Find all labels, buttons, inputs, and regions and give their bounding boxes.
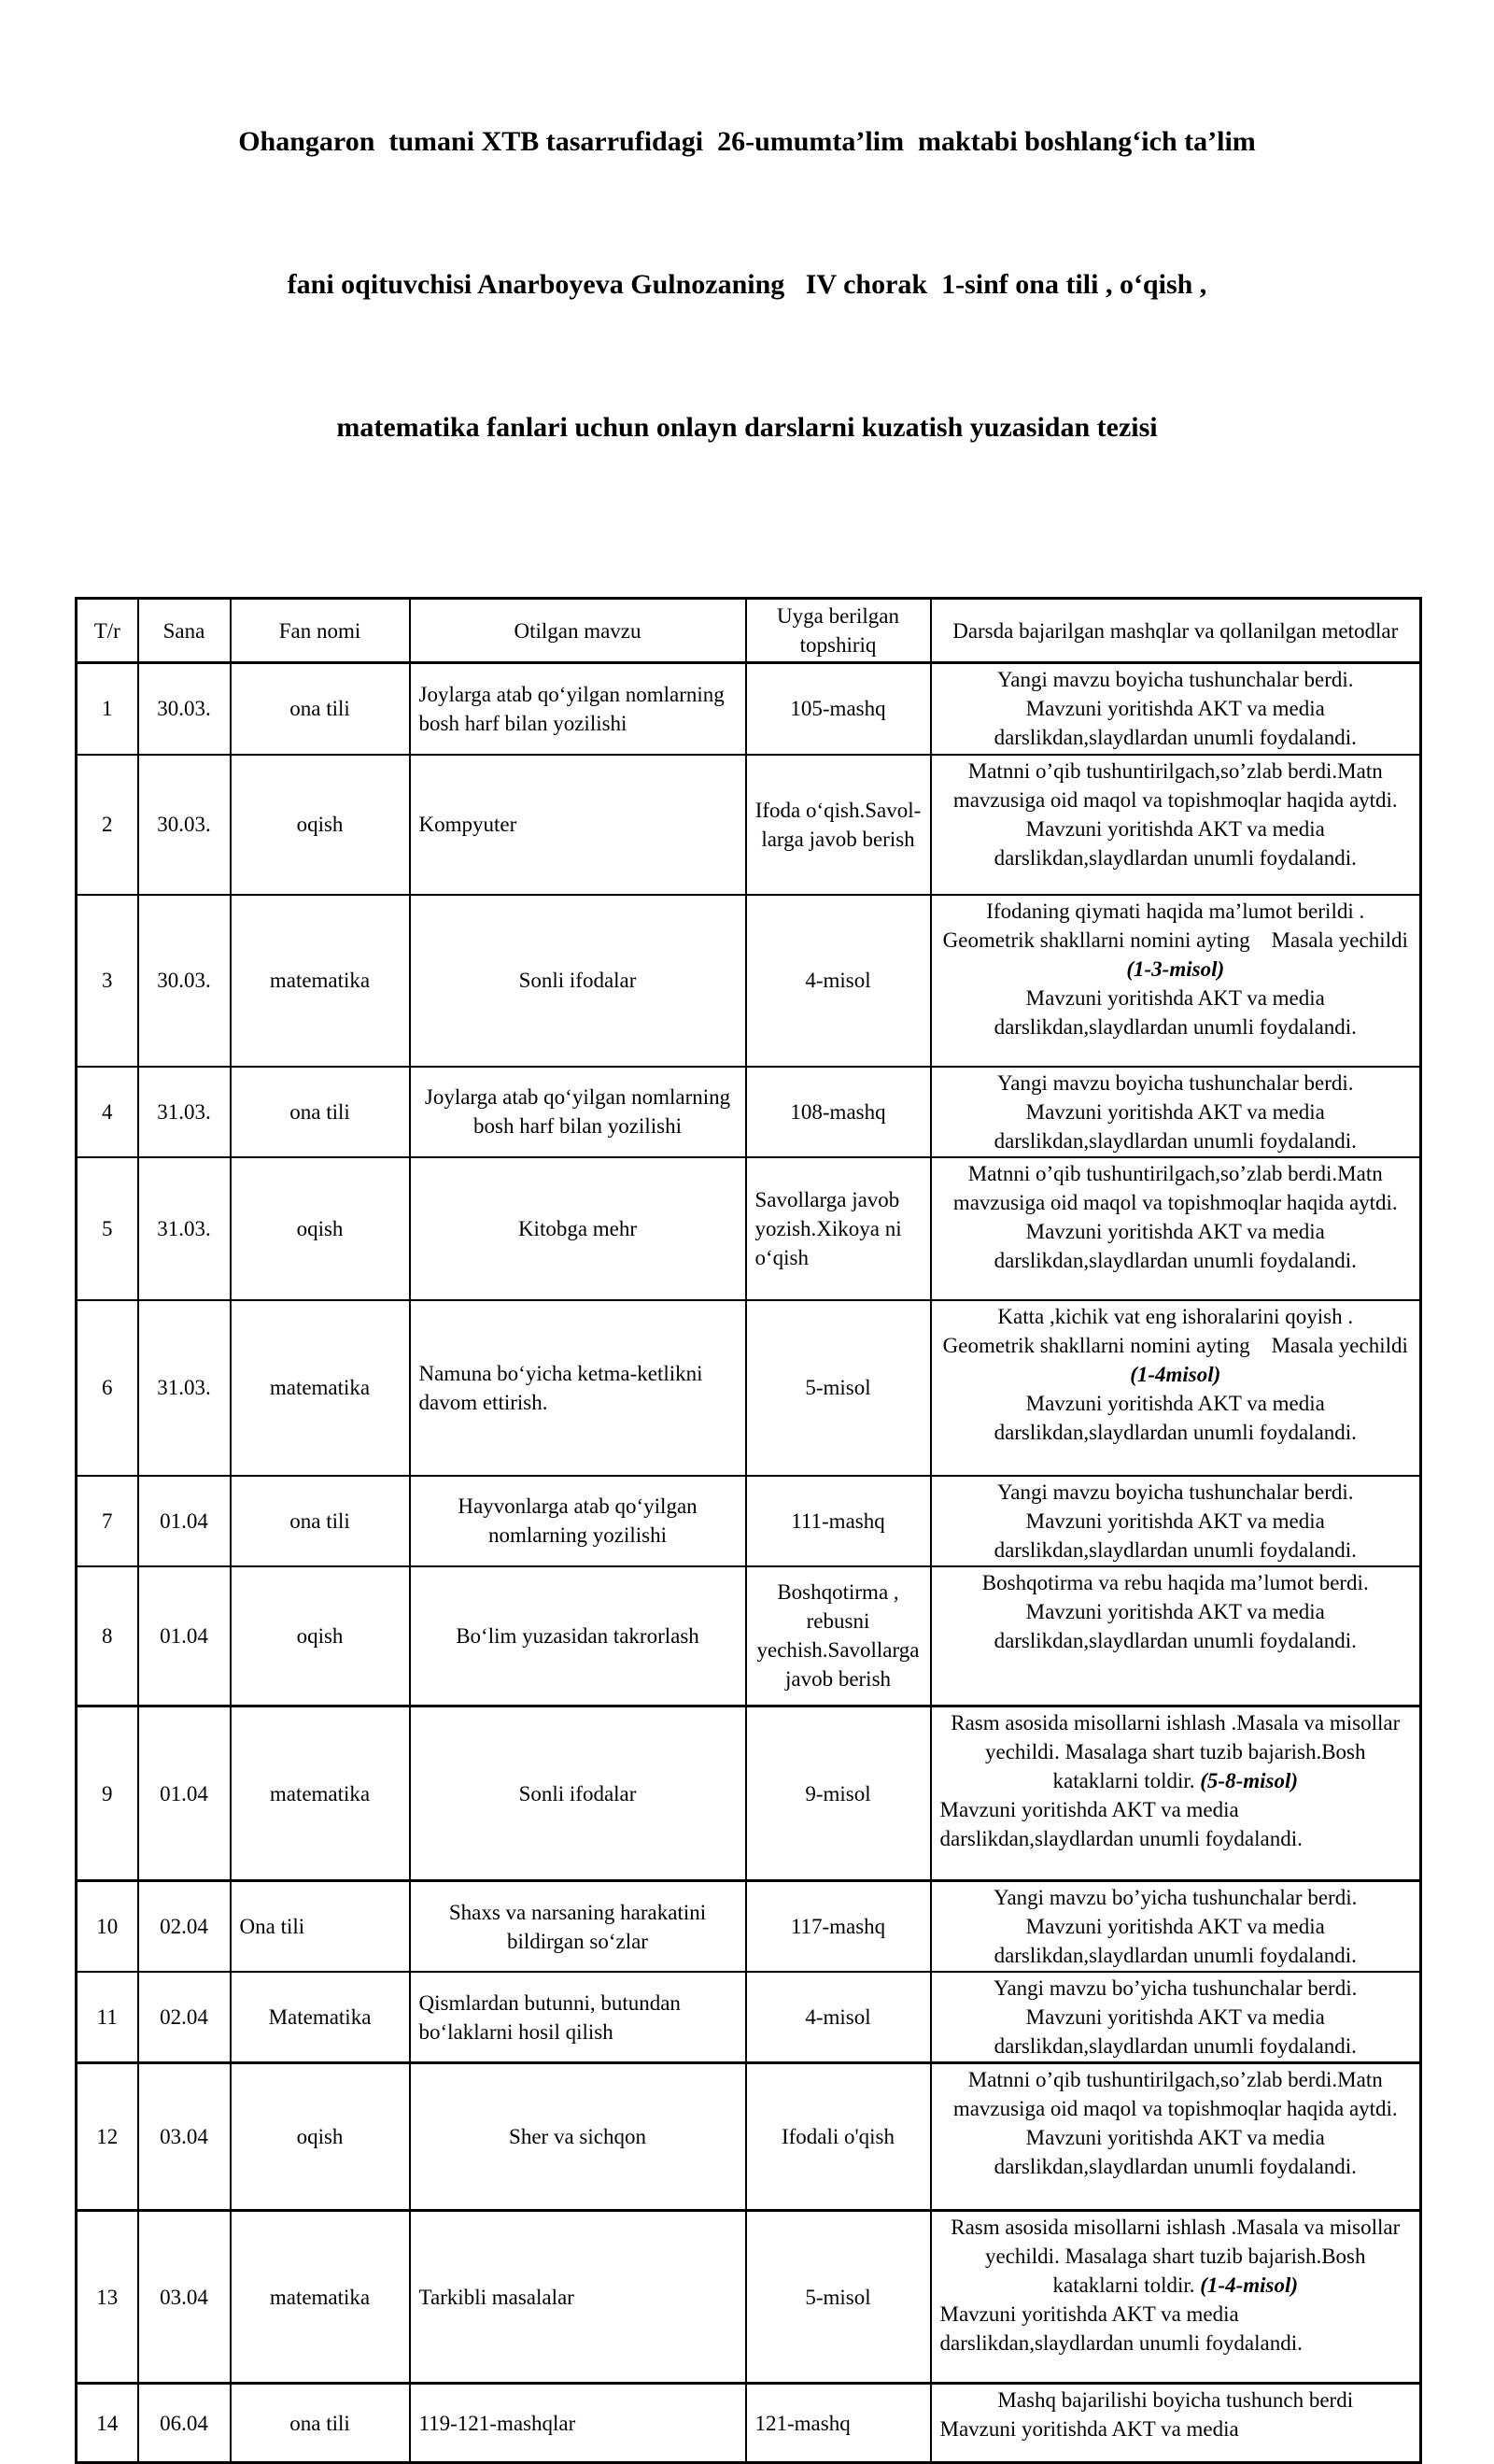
cell-subject: oqish bbox=[231, 2063, 410, 2211]
lesson-observation-table bbox=[75, 597, 1422, 2464]
cell-methods bbox=[931, 2211, 1421, 2384]
methods-paragraph bbox=[940, 1331, 1412, 1360]
methods-text: Mavzuni yoritishda AKT va media darslikdan,slaydlardan unumli foydalandi. bbox=[994, 1391, 1357, 1444]
methods-text: Geometrik shakllarni nomini ayting Masala yechildi bbox=[942, 1333, 1408, 1357]
cell-topic: Sonli ifodalar bbox=[410, 895, 746, 1067]
methods-paragraph bbox=[940, 1069, 1412, 1097]
cell-methods bbox=[931, 663, 1421, 755]
methods-paragraph bbox=[940, 1974, 1412, 2003]
methods-text: Ifodaning qiymati haqida ma’lumot berildi . bbox=[986, 899, 1365, 923]
methods-paragraph bbox=[940, 1478, 1412, 1507]
methods-paragraph bbox=[940, 1708, 1412, 1795]
cell-homework: 5-misol bbox=[746, 2211, 931, 2384]
cell-date: 02.04 bbox=[138, 1881, 231, 1973]
methods-paragraph bbox=[940, 1568, 1412, 1597]
methods-paragraph bbox=[940, 1302, 1412, 1331]
methods-paragraph bbox=[940, 1389, 1412, 1447]
cell-subject: ona tili bbox=[231, 1476, 410, 1566]
cell-methods bbox=[931, 895, 1421, 1067]
methods-paragraph bbox=[940, 2003, 1412, 2060]
table-row bbox=[77, 1881, 1421, 1973]
methods-text: Boshqotirma va rebu haqida ma’lumot berdi. bbox=[981, 1570, 1369, 1594]
table-row bbox=[77, 755, 1421, 895]
cell-methods bbox=[931, 1881, 1421, 1973]
cell-subject: Matematika bbox=[231, 1972, 410, 2063]
cell-methods bbox=[931, 2384, 1421, 2463]
methods-paragraph bbox=[940, 2065, 1412, 2123]
cell-subject: ona tili bbox=[231, 2384, 410, 2463]
methods-paragraph bbox=[940, 757, 1412, 814]
cell-homework: 5-misol bbox=[746, 1300, 931, 1476]
methods-text: darslikdan,slaydlardan unumli foydalandi. bbox=[939, 2331, 1303, 2355]
table-row bbox=[77, 1972, 1421, 2063]
cell-subject: ona tili bbox=[231, 663, 410, 755]
cell-subject: ona tili bbox=[231, 1067, 410, 1157]
methods-text: Mavzuni yoritishda AKT va media darslikdan,slaydlardan unumli foydalandi. bbox=[994, 2126, 1357, 2178]
methods-paragraph bbox=[940, 2386, 1412, 2414]
cell-subject: matematika bbox=[231, 1706, 410, 1881]
methods-text: Mavzuni yoritishda AKT va media darslikdan,slaydlardan unumli foydalandi. bbox=[994, 697, 1357, 749]
cell-methods bbox=[931, 1067, 1421, 1157]
methods-text: Mavzuni yoritishda AKT va media darslikdan,slaydlardan unumli foydalandi. bbox=[994, 2005, 1357, 2058]
cell-homework: 4-misol bbox=[746, 895, 931, 1067]
cell-homework: Ifoda o‘qish.Savol-larga javob berish bbox=[746, 755, 931, 895]
cell-methods bbox=[931, 2063, 1421, 2211]
cell-row-number: 12 bbox=[77, 2063, 138, 2211]
cell-date: 30.03. bbox=[138, 895, 231, 1067]
cell-homework: 9-misol bbox=[746, 1706, 931, 1881]
cell-date: 06.04 bbox=[138, 2384, 231, 2463]
document-title bbox=[75, 22, 1419, 546]
table-row bbox=[77, 663, 1421, 755]
cell-topic: Shaxs va narsaning harakatini bildirgan so‘zlar bbox=[410, 1881, 746, 1973]
table-row bbox=[77, 2063, 1421, 2211]
methods-text: Mashq bajarilishi boyicha tushunch berdi bbox=[997, 2388, 1354, 2412]
methods-paragraph bbox=[940, 1883, 1412, 1912]
methods-paragraph bbox=[940, 2414, 1412, 2443]
cell-topic: Hayvonlarga atab qo‘yilgan nomlarning yozilishi bbox=[410, 1476, 746, 1566]
methods-text: Mavzuni yoritishda AKT va media darslikdan,slaydlardan unumli foydalandi. bbox=[994, 1508, 1357, 1562]
methods-text: Mavzuni yoritishda AKT va media darslikdan,slaydlardan unumli foydalandi. bbox=[994, 985, 1357, 1039]
cell-date: 31.03. bbox=[138, 1067, 231, 1157]
methods-paragraph bbox=[940, 814, 1412, 872]
cell-homework: 117-mashq bbox=[746, 1881, 931, 1973]
cell-topic: Qismlardan butunni, butundan bo‘laklarni hosil qilish bbox=[410, 1972, 746, 2063]
methods-paragraph bbox=[940, 1912, 1412, 1970]
cell-methods bbox=[931, 755, 1421, 895]
column-header-sana: Sana bbox=[138, 599, 231, 663]
table-row bbox=[77, 1566, 1421, 1706]
methods-text: Mavzuni yoritishda AKT va media bbox=[939, 1798, 1239, 1821]
methods-text: Yangi mavzu boyicha tushunchalar berdi. bbox=[996, 668, 1354, 691]
cell-homework: 4-misol bbox=[746, 1972, 931, 2063]
methods-paragraph bbox=[940, 1097, 1412, 1155]
column-header-uyga-berilgan-topshiriq: Uyga berilgan topshiriq bbox=[746, 599, 931, 663]
cell-date: 02.04 bbox=[138, 1972, 231, 2063]
cell-subject: matematika bbox=[231, 895, 410, 1067]
methods-paragraph bbox=[940, 665, 1412, 694]
cell-topic: Joylarga atab qo‘yilgan nomlarning bosh harf bilan yozilishi bbox=[410, 1067, 746, 1157]
methods-paragraph bbox=[940, 1597, 1412, 1655]
methods-text: Mavzuni yoritishda AKT va media darslikdan,slaydlardan unumli foydalandi. bbox=[994, 1219, 1357, 1272]
cell-homework: Savollarga javob yozish.Xikoya ni o‘qish bbox=[746, 1157, 931, 1300]
cell-row-number: 5 bbox=[77, 1157, 138, 1300]
cell-methods bbox=[931, 1157, 1421, 1300]
methods-text: Mavzuni yoritishda AKT va media darslikdan,slaydlardan unumli foydalandi. bbox=[994, 816, 1357, 870]
methods-text: darslikdan,slaydlardan unumli foydalandi. bbox=[939, 1827, 1303, 1850]
methods-paragraph bbox=[940, 984, 1412, 1041]
methods-text: Geometrik shakllarni nomini ayting Masala yechildi bbox=[942, 928, 1408, 952]
cell-methods bbox=[931, 1566, 1421, 1706]
cell-homework: Ifodali o'qish bbox=[746, 2063, 931, 2211]
cell-date: 01.04 bbox=[138, 1566, 231, 1706]
methods-paragraph bbox=[940, 1795, 1412, 1824]
methods-paragraph bbox=[940, 2123, 1412, 2181]
methods-paragraph bbox=[940, 1360, 1412, 1389]
table-row bbox=[77, 1067, 1421, 1157]
cell-row-number: 13 bbox=[77, 2211, 138, 2384]
methods-paragraph bbox=[940, 2213, 1412, 2300]
cell-row-number: 7 bbox=[77, 1476, 138, 1566]
cell-topic: 119-121-mashqlar bbox=[410, 2384, 746, 2463]
cell-date: 03.04 bbox=[138, 2211, 231, 2384]
cell-homework: 121-mashq bbox=[746, 2384, 931, 2463]
cell-row-number: 8 bbox=[77, 1566, 138, 1706]
methods-paragraph bbox=[940, 1824, 1412, 1853]
cell-row-number: 6 bbox=[77, 1300, 138, 1476]
methods-emphasis-text: (5-8-misol) bbox=[1200, 1769, 1299, 1792]
table-header bbox=[77, 599, 1421, 663]
table-row bbox=[77, 2211, 1421, 2384]
cell-methods bbox=[931, 1706, 1421, 1881]
title-line-1: Ohangaron tumani XTB tasarrufidagi 26-umumta’lim maktabi boshlang‘ich ta’lim bbox=[238, 126, 1256, 157]
cell-date: 31.03. bbox=[138, 1300, 231, 1476]
cell-homework: 105-mashq bbox=[746, 663, 931, 755]
table-row bbox=[77, 1300, 1421, 1476]
methods-text: Matnni o’qib tushuntirilgach,so’zlab berdi.Matn mavzusiga oid maqol va topishmoqlar haqida aytdi. bbox=[952, 758, 1398, 812]
cell-row-number: 10 bbox=[77, 1881, 138, 1973]
cell-row-number: 4 bbox=[77, 1067, 138, 1157]
cell-topic: Bo‘lim yuzasidan takrorlash bbox=[410, 1566, 746, 1706]
column-header-tr: T/r bbox=[77, 599, 138, 663]
column-header-otilgan-mavzu: Otilgan mavzu bbox=[410, 599, 746, 663]
cell-subject: oqish bbox=[231, 1157, 410, 1300]
cell-row-number: 1 bbox=[77, 663, 138, 755]
methods-emphasis-text: (1-4-misol) bbox=[1200, 2273, 1299, 2297]
column-header-metodlar: Darsda bajarilgan mashqlar va qollanilgan metodlar bbox=[931, 599, 1421, 663]
methods-text: Yangi mavzu boyicha tushunchalar berdi. bbox=[996, 1070, 1354, 1095]
cell-subject: matematika bbox=[231, 1300, 410, 1476]
methods-paragraph bbox=[940, 2329, 1412, 2358]
methods-text: Mavzuni yoritishda AKT va media bbox=[939, 2302, 1239, 2326]
cell-topic: Sher va sichqon bbox=[410, 2063, 746, 2211]
cell-topic: Sonli ifodalar bbox=[410, 1706, 746, 1881]
table-row bbox=[77, 1157, 1421, 1300]
cell-subject: oqish bbox=[231, 1566, 410, 1706]
cell-date: 01.04 bbox=[138, 1706, 231, 1881]
methods-text: Yangi mavzu bo’yicha tushunchalar berdi. bbox=[994, 1886, 1358, 1909]
methods-text: Rasm asosida misollarni ishlash .Masala va misollar yechildi. Masalaga shart tuzib bajarish.Bosh kataklarni toldir. bbox=[951, 2216, 1405, 2297]
methods-text: Matnni o’qib tushuntirilgach,so’zlab berdi.Matn mavzusiga oid maqol va topishmoqlar haqida aytdi. bbox=[952, 2068, 1398, 2120]
cell-homework: Boshqotirma , rebusni yechish.Savollarga javob berish bbox=[746, 1566, 931, 1706]
cell-row-number: 14 bbox=[77, 2384, 138, 2463]
title-line-3: matematika fanlari uchun onlayn darslarni kuzatish yuzasidan tezisi bbox=[336, 412, 1158, 443]
methods-paragraph bbox=[940, 1217, 1412, 1275]
cell-subject: Ona tili bbox=[231, 1881, 410, 1973]
methods-text: Mavzuni yoritishda AKT va media darslikdan,slaydlardan unumli foydalandi. bbox=[994, 1099, 1357, 1153]
methods-text: Matnni o’qib tushuntirilgach,so’zlab berdi.Matn mavzusiga oid maqol va topishmoqlar haqida aytdi. bbox=[952, 1161, 1398, 1214]
methods-paragraph bbox=[940, 926, 1412, 955]
cell-methods bbox=[931, 1476, 1421, 1566]
cell-date: 30.03. bbox=[138, 663, 231, 755]
methods-text: Mavzuni yoritishda AKT va media bbox=[939, 2417, 1239, 2441]
table-row bbox=[77, 1476, 1421, 1566]
methods-text: Yangi mavzu boyicha tushunchalar berdi. bbox=[996, 1480, 1354, 1504]
cell-date: 31.03. bbox=[138, 1157, 231, 1300]
column-header-fan-nomi: Fan nomi bbox=[231, 599, 410, 663]
cell-topic: Kompyuter bbox=[410, 755, 746, 895]
methods-text: Katta ,kichik vat eng ishoralarini qoyish . bbox=[997, 1304, 1354, 1328]
methods-paragraph bbox=[940, 897, 1412, 926]
methods-text: Mavzuni yoritishda AKT va media darslikdan,slaydlardan unumli foydalandi. bbox=[994, 1599, 1357, 1652]
methods-text: Rasm asosida misollarni ishlash .Masala va misollar yechildi. Masalaga shart tuzib bajarish.Bosh kataklarni toldir. bbox=[951, 1711, 1405, 1792]
cell-row-number: 2 bbox=[77, 755, 138, 895]
title-line-2: fani oqituvchisi Anarboyeva Gulnozaning IV chorak 1-sinf ona tili , o‘qish , bbox=[287, 269, 1207, 300]
methods-text: Mavzuni yoritishda AKT va media darslikdan,slaydlardan unumli foydalandi. bbox=[994, 1915, 1357, 1967]
methods-emphasis-text: (1-3-misol) bbox=[1126, 956, 1225, 981]
cell-date: 30.03. bbox=[138, 755, 231, 895]
cell-row-number: 11 bbox=[77, 1972, 138, 2063]
cell-topic: Kitobga mehr bbox=[410, 1157, 746, 1300]
cell-methods bbox=[931, 1300, 1421, 1476]
cell-homework: 111-mashq bbox=[746, 1476, 931, 1566]
table-body bbox=[77, 663, 1421, 2463]
methods-paragraph bbox=[940, 2300, 1412, 2329]
cell-subject: matematika bbox=[231, 2211, 410, 2384]
table-row bbox=[77, 2384, 1421, 2463]
methods-paragraph bbox=[940, 694, 1412, 752]
cell-homework: 108-mashq bbox=[746, 1067, 931, 1157]
cell-row-number: 9 bbox=[77, 1706, 138, 1881]
methods-paragraph bbox=[940, 1159, 1412, 1217]
cell-topic: Namuna bo‘yicha ketma-ketlikni davom ettirish. bbox=[410, 1300, 746, 1476]
table-row bbox=[77, 1706, 1421, 1881]
methods-paragraph bbox=[940, 955, 1412, 984]
cell-methods bbox=[931, 1972, 1421, 2063]
cell-date: 01.04 bbox=[138, 1476, 231, 1566]
cell-date: 03.04 bbox=[138, 2063, 231, 2211]
cell-topic: Joylarga atab qo‘yilgan nomlarning bosh harf bilan yozilishi bbox=[410, 663, 746, 755]
cell-row-number: 3 bbox=[77, 895, 138, 1067]
cell-topic: Tarkibli masalalar bbox=[410, 2211, 746, 2384]
methods-emphasis-text: (1-4misol) bbox=[1130, 1362, 1221, 1386]
table-row bbox=[77, 895, 1421, 1067]
methods-paragraph bbox=[940, 1507, 1412, 1565]
cell-subject: oqish bbox=[231, 755, 410, 895]
methods-text: Yangi mavzu bo’yicha tushunchalar berdi. bbox=[994, 1976, 1358, 2000]
